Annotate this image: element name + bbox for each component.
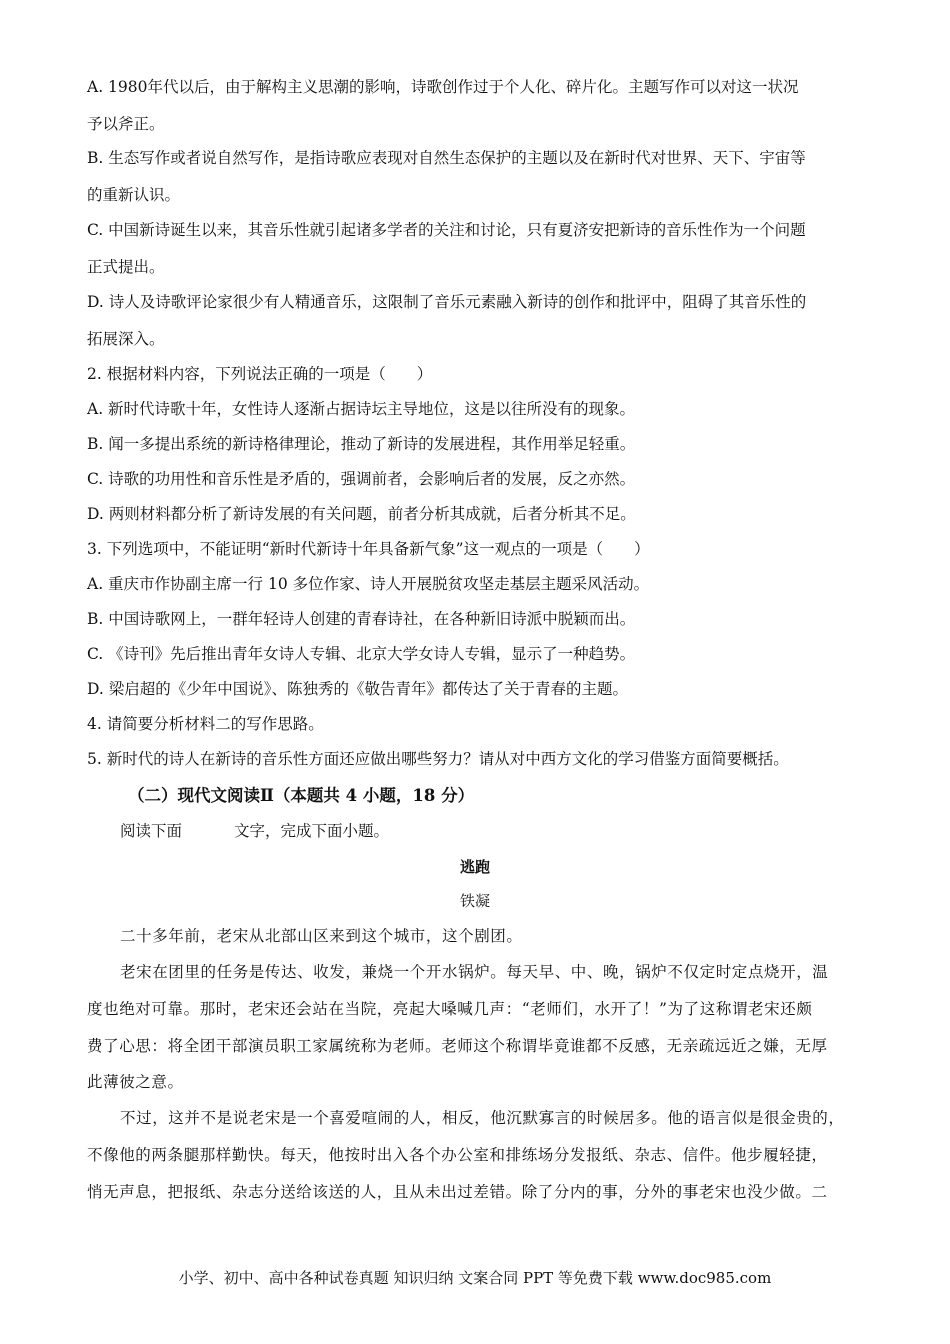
q2-option-c: C. 诗歌的功用性和音乐性是矛盾的，强调前者，会影响后者的发展，反之亦然。 xyxy=(87,470,636,488)
story-paragraph-3-line-2: 不像他的两条腿那样勤快。每天，他按时出入各个办公室和排练场分发报纸、杂志、信件。他步履轻捷， xyxy=(87,1146,828,1164)
story-paragraph-2-line-4: 此薄彼之意。 xyxy=(87,1073,184,1091)
q3-option-b: B. 中国诗歌网上，一群年轻诗人创建的青春诗社，在各种新旧诗派中脱颖而出。 xyxy=(87,610,636,628)
page-footer: 小学、初中、高中各种试卷真题 知识归纳 文案合同 PPT 等免费下载 www.doc985.com xyxy=(178,1269,772,1287)
q2-option-a: A. 新时代诗歌十年，女性诗人逐渐占据诗坛主导地位，这是以往所没有的现象。 xyxy=(87,400,636,418)
q4-stem: 4. 请简要分析材料二的写作思路。 xyxy=(87,715,324,733)
reading-instruction-b: 文字，完成下面小题。 xyxy=(234,822,390,840)
story-paragraph-3-line-3: 悄无声息，把报纸、杂志分送给该送的人，且从未出过差错。除了分内的事，分外的事老宋也没少做。二 xyxy=(87,1183,828,1201)
q1-option-c-cont: 正式提出。 xyxy=(87,258,165,276)
q2-option-d: D. 两则材料都分析了新诗发展的有关问题，前者分析其成就，后者分析其不足。 xyxy=(87,505,636,523)
q3-stem: 3. 下列选项中，不能证明“新时代新诗十年具备新气象”这一观点的一项是（ ） xyxy=(87,540,650,558)
q2-stem: 2. 根据材料内容，下列说法正确的一项是（ ） xyxy=(87,365,433,383)
q5-stem: 5. 新时代的诗人在新诗的音乐性方面还应做出哪些努力？请从对中西方文化的学习借鉴方面简要概括。 xyxy=(87,750,789,768)
story-paragraph-2-line-2: 度也绝对可靠。那时，老宋还会站在当院，亮起大嗓喊几声：“老师们，水开了！”为了这称谓老宋还颇 xyxy=(87,1000,813,1018)
q1-option-a-cont: 予以斧正。 xyxy=(87,115,165,133)
reading-instruction-a: 阅读下面 xyxy=(120,822,183,840)
q1-option-b-cont: 的重新认识。 xyxy=(87,186,181,204)
story-title: 逃跑 xyxy=(459,858,490,876)
q2-option-b: B. 闻一多提出系统的新诗格律理论，推动了新诗的发展进程，其作用举足轻重。 xyxy=(87,435,636,453)
q3-option-a: A. 重庆市作协副主席一行 10 多位作家、诗人开展脱贫攻坚走基层主题采风活动。 xyxy=(87,575,650,593)
story-paragraph-2-line-1: 老宋在团里的任务是传达、收发，兼烧一个开水锅炉。每天早、中、晚，锅炉不仅定时定点烧开，温 xyxy=(120,963,829,981)
q1-option-a: A. 1980年代以后，由于解构主义思潮的影响，诗歌创作过于个人化、碎片化。主题写作可以对这一状况 xyxy=(87,78,799,96)
q1-option-b: B. 生态写作或者说自然写作，是指诗歌应表现对自然生态保护的主题以及在新时代对世界、天下、宇宙等 xyxy=(87,149,806,167)
story-author: 铁凝 xyxy=(459,892,490,910)
q3-option-c: C. 《诗刊》先后推出青年女诗人专辑、北京大学女诗人专辑，显示了一种趋势。 xyxy=(87,645,636,663)
story-paragraph-1: 二十多年前，老宋从北部山区来到这个城市，这个剧团。 xyxy=(120,927,523,945)
section-heading: （二）现代文阅读Ⅱ（本题共 4 小题，18 分） xyxy=(128,786,475,805)
q3-option-d: D. 梁启超的《少年中国说》、陈独秀的《敬告青年》都传达了关于青春的主题。 xyxy=(87,680,628,698)
story-paragraph-2-line-3: 费了心思：将全团干部演员职工家属统称为老师。老师这个称谓毕竟谁都不反感，无亲疏远近之嫌，无厚 xyxy=(87,1037,828,1055)
q1-option-d-cont: 拓展深入。 xyxy=(87,330,165,348)
q1-option-c: C. 中国新诗诞生以来，其音乐性就引起诸多学者的关注和讨论，只有夏济安把新诗的音乐性作为一个问题 xyxy=(87,221,806,239)
story-paragraph-3-line-1: 不过，这并不是说老宋是一个喜爱喧闹的人，相反，他沉默寡言的时候居多。他的语言似是很金贵的， xyxy=(120,1109,845,1127)
q1-option-d: D. 诗人及诗歌评论家很少有人精通音乐，这限制了音乐元素融入新诗的创作和批评中，阻碍了其音乐性的 xyxy=(87,293,807,311)
